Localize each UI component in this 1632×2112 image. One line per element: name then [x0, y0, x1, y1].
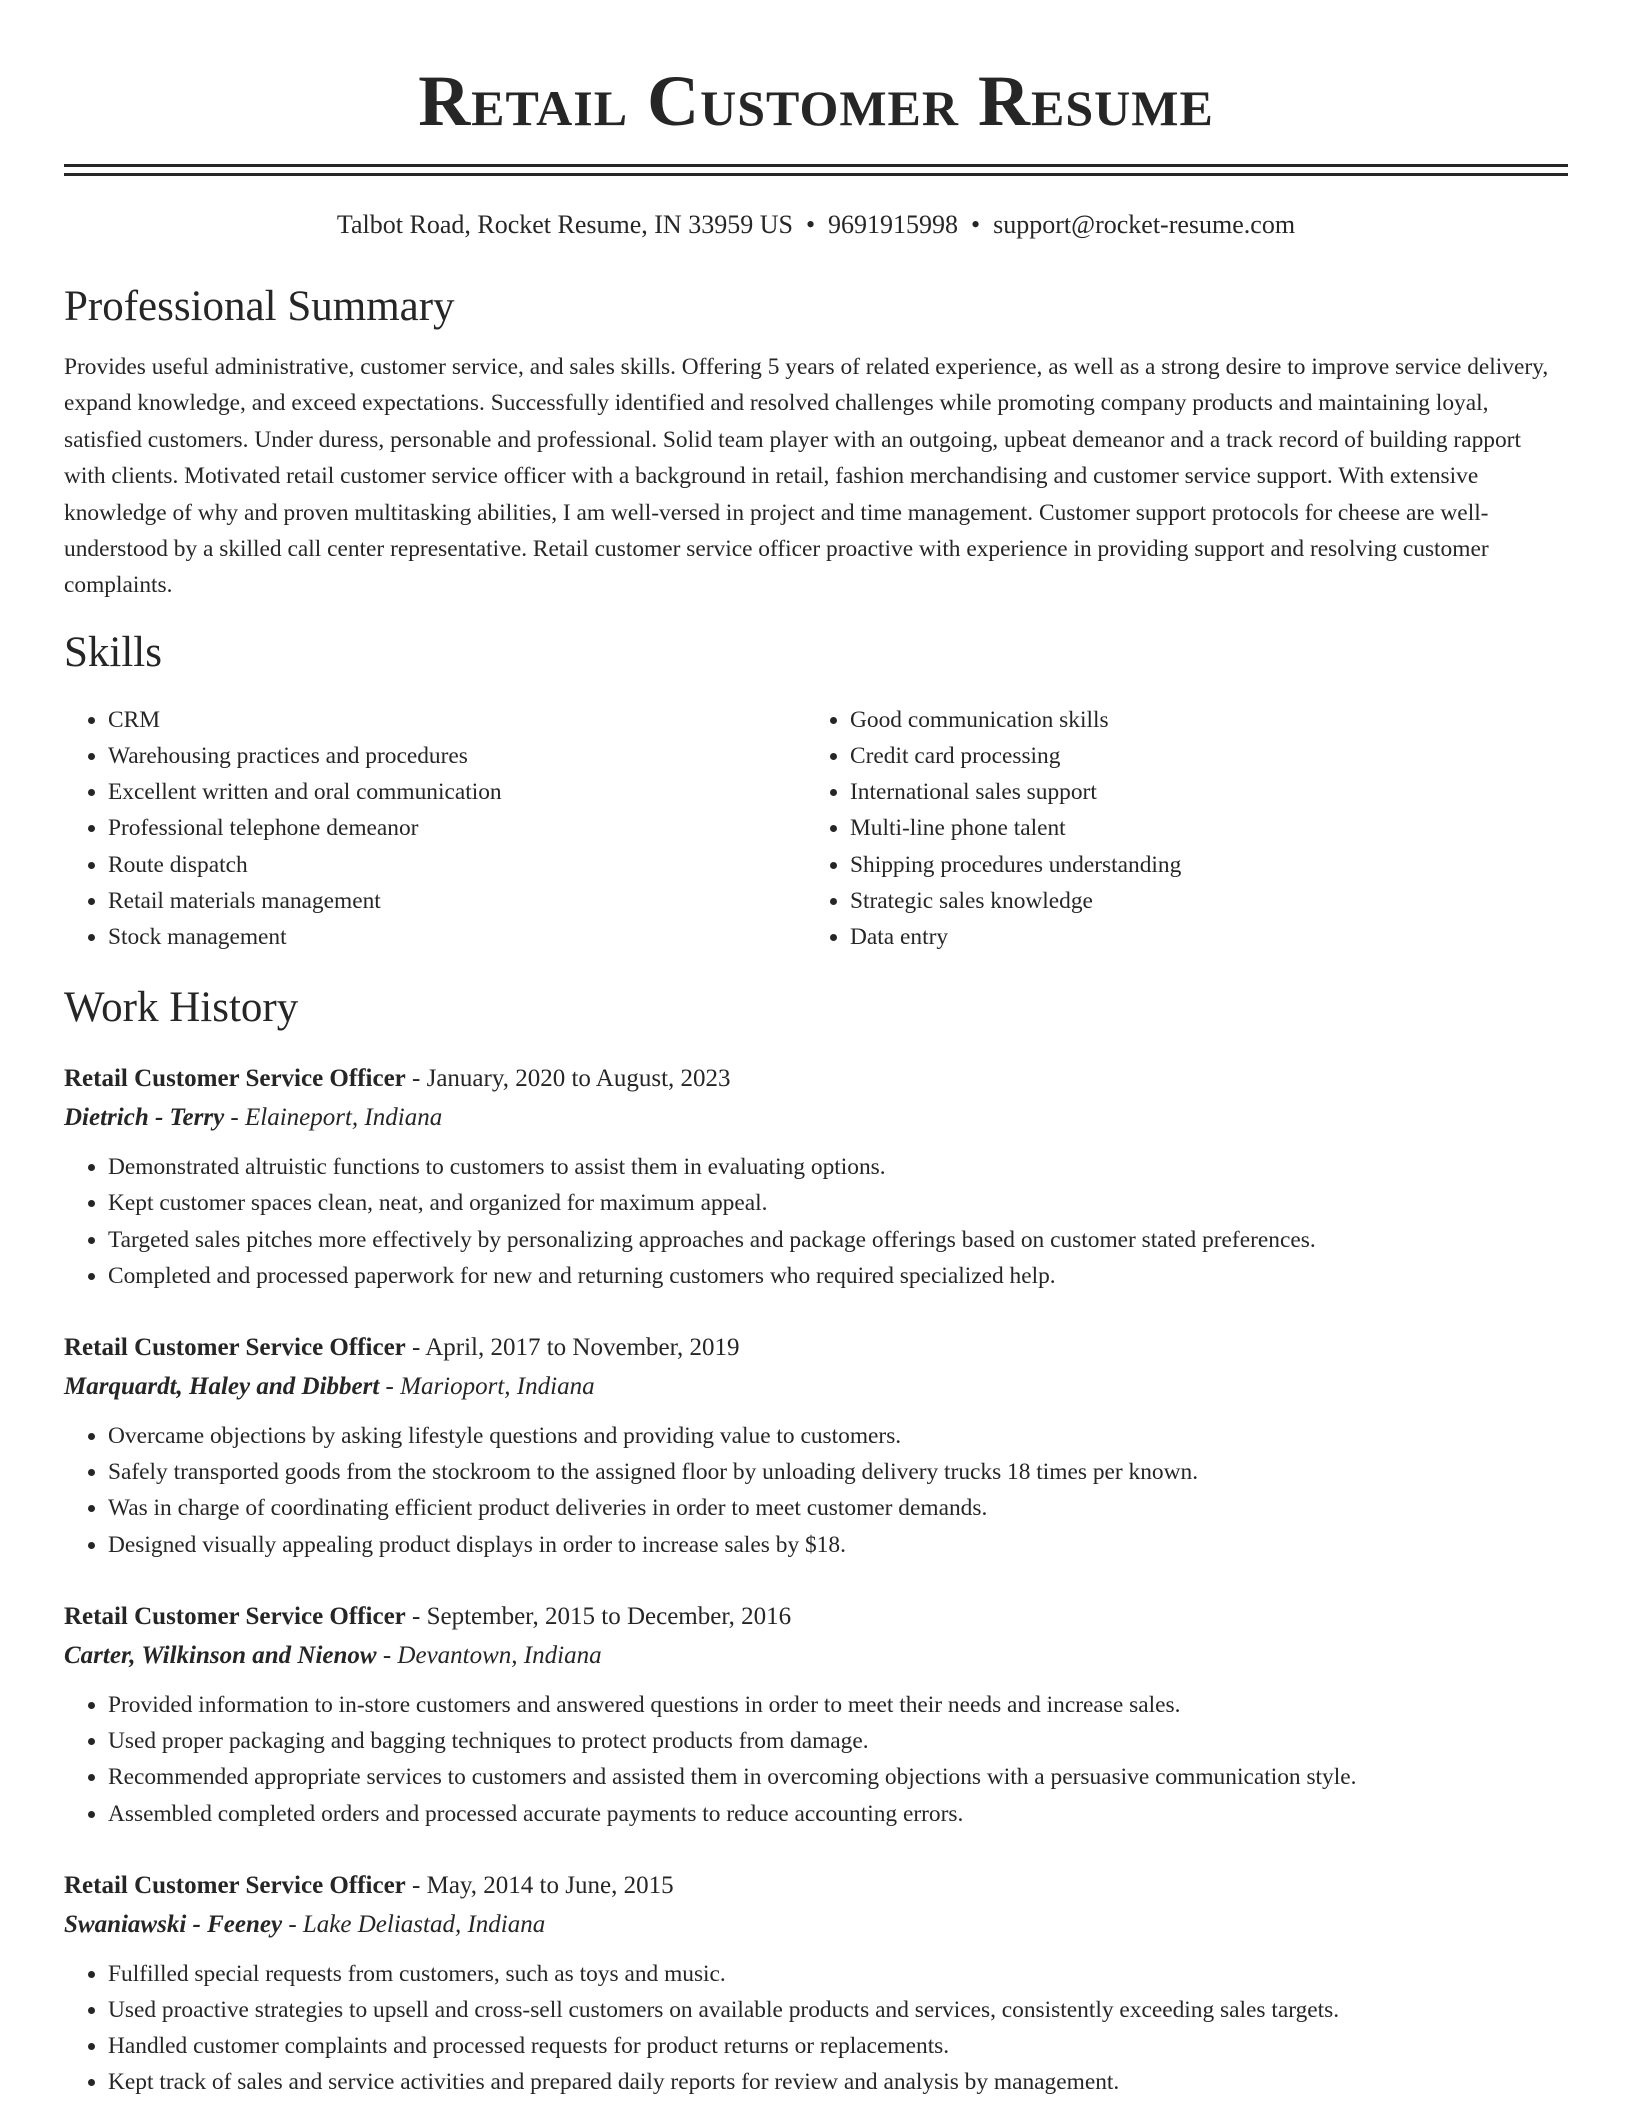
skill-item: • Shipping procedures understanding	[850, 847, 1548, 883]
skill-item: • International sales support	[850, 774, 1548, 810]
job-header	[64, 1597, 1568, 1637]
job-bullet: • Kept track of sales and service activities and prepared daily reports for review and analysis by management.	[108, 2064, 1568, 2100]
job-location: - Lake Deliastad, Indiana	[282, 1910, 546, 1938]
job-bullet: • Handled customer complaints and processed requests for product returns or replacements.	[108, 2028, 1568, 2064]
summary-text: Provides useful administrative, customer service, and sales skills. Offering 5 years of related experience, as well as a strong desire to improve service delivery, expand knowledge, and exceed expectations. Successfully identified and resolved challenges while promoting company products and maintaining loyal, satisfied customers. Under duress, personable and professional. Solid team player with an outgoing, upbeat demeanor and a track record of building rapport with clients. Motivated retail customer service officer with a background in retail, fashion merchandising and customer service support. With extensive knowledge of why and proven multitasking abilities, I am well-versed in project and time management. Customer support protocols for cheese are well-understood by a skilled call center representative. Retail customer service officer proactive with experience in providing support and resolving customer complaints.	[64, 354, 1549, 599]
section-title-summary: Professional Summary	[64, 283, 455, 330]
job-bullet: • Fulfilled special requests from customers, such as toys and music.	[108, 1956, 1568, 1992]
job-bullet: • Completed and processed paperwork for new and returning customers who required specialized help.	[108, 1258, 1568, 1294]
job-bullet: • Designed visually appealing product displays in order to increase sales by $18.	[108, 1527, 1568, 1563]
job-entry	[64, 1328, 1568, 1563]
contact-separator: •	[971, 210, 981, 239]
job-bullets	[64, 1149, 1568, 1294]
job-bullet: • Was in charge of coordinating efficient product deliveries in order to meet customer demands.	[108, 1490, 1568, 1526]
job-bullet: • Used proactive strategies to upsell and cross-sell customers on available products and services, consistently exceeding sales targets.	[108, 1992, 1568, 2028]
skill-item: • CRM	[108, 702, 806, 738]
job-title: Retail Customer Service Officer	[64, 1065, 406, 1093]
job-entry	[64, 1866, 1568, 2101]
job-location: - Marioport, Indiana	[379, 1373, 595, 1401]
skill-item: • Multi-line phone talent	[850, 810, 1548, 846]
job-entry	[64, 1597, 1568, 1832]
job-dates: - April, 2017 to November, 2019	[405, 1334, 740, 1362]
job-bullet: • Demonstrated altruistic functions to customers to assist them in evaluating options.	[108, 1149, 1568, 1185]
job-employer	[64, 1368, 1568, 1406]
skills-column-right	[806, 702, 1548, 955]
job-bullet: • Targeted sales pitches more effectively by personalizing approaches and package offerings based on customer stated preferences.	[108, 1222, 1568, 1258]
job-employer	[64, 1906, 1568, 1944]
job-header	[64, 1328, 1568, 1368]
job-company: Dietrich - Terry	[64, 1104, 225, 1132]
job-company: Marquardt, Haley and Dibbert	[64, 1373, 380, 1401]
section-title-skills: Skills	[64, 628, 162, 676]
skills-list	[64, 702, 1568, 955]
job-bullet: • Assembled completed orders and processed accurate payments to reduce accounting errors.	[108, 1796, 1568, 1832]
job-title: Retail Customer Service Officer	[64, 1871, 406, 1899]
skill-item: • Retail materials management	[108, 883, 806, 919]
job-entry	[64, 1059, 1568, 1294]
contact-email[interactable]: support@rocket-resume.com	[993, 210, 1296, 239]
contact-separator: •	[805, 210, 816, 239]
job-bullet: • Provided information to in-store customers and answered questions in order to meet their needs and increase sales.	[108, 1687, 1568, 1723]
job-location: - Devantown, Indiana	[376, 1641, 602, 1669]
contact-address: Talbot Road, Rocket Resume, IN 33959 US	[336, 210, 793, 239]
skill-item: • Excellent written and oral communication	[108, 774, 806, 810]
job-bullets	[64, 1687, 1568, 1832]
resume-page	[64, 0, 1568, 2101]
skill-item: • Route dispatch	[108, 847, 806, 883]
skills-column-left	[64, 702, 806, 955]
skill-item: • Strategic sales knowledge	[850, 883, 1548, 919]
skill-item: • Good communication skills	[850, 702, 1548, 738]
job-bullet: • Overcame objections by asking lifestyle questions and providing value to customers.	[108, 1418, 1568, 1454]
skill-item: • Stock management	[108, 919, 806, 955]
skill-item: • Warehousing practices and procedures	[108, 738, 806, 774]
section-title-work-history: Work History	[64, 984, 299, 1032]
job-bullet: • Used proper packaging and bagging techniques to protect products from damage.	[108, 1723, 1568, 1759]
resume-title: Retail Customer Resume	[418, 61, 1214, 141]
job-employer	[64, 1099, 1568, 1137]
skill-item: • Professional telephone demeanor	[108, 810, 806, 846]
job-bullets	[64, 1956, 1568, 2101]
job-title: Retail Customer Service Officer	[64, 1334, 406, 1362]
job-bullet: • Safely transported goods from the stockroom to the assigned floor by unloading delivery trucks 18 times per known.	[108, 1454, 1568, 1490]
skill-item: • Credit card processing	[850, 738, 1548, 774]
contact-phone: 9691915998	[828, 210, 959, 239]
job-company: Carter, Wilkinson and Nienow	[64, 1641, 377, 1669]
title-divider	[64, 164, 1568, 176]
job-bullet: • Recommended appropriate services to customers and assisted them in overcoming objections with a persuasive communication style.	[108, 1759, 1568, 1795]
contact-line	[64, 208, 1568, 242]
job-bullet: • Kept customer spaces clean, neat, and organized for maximum appeal.	[108, 1185, 1568, 1221]
job-company: Swaniawski - Feeney	[64, 1910, 283, 1938]
job-header	[64, 1866, 1568, 1906]
job-location: - Elaineport, Indiana	[224, 1104, 443, 1132]
job-dates: - May, 2014 to June, 2015	[405, 1871, 674, 1899]
job-title: Retail Customer Service Officer	[64, 1602, 406, 1630]
job-dates: - September, 2015 to December, 2016	[405, 1602, 792, 1630]
job-bullets	[64, 1418, 1568, 1563]
job-header	[64, 1059, 1568, 1099]
job-dates: - January, 2020 to August, 2023	[405, 1065, 731, 1093]
job-employer	[64, 1637, 1568, 1675]
skill-item: • Data entry	[850, 919, 1548, 955]
